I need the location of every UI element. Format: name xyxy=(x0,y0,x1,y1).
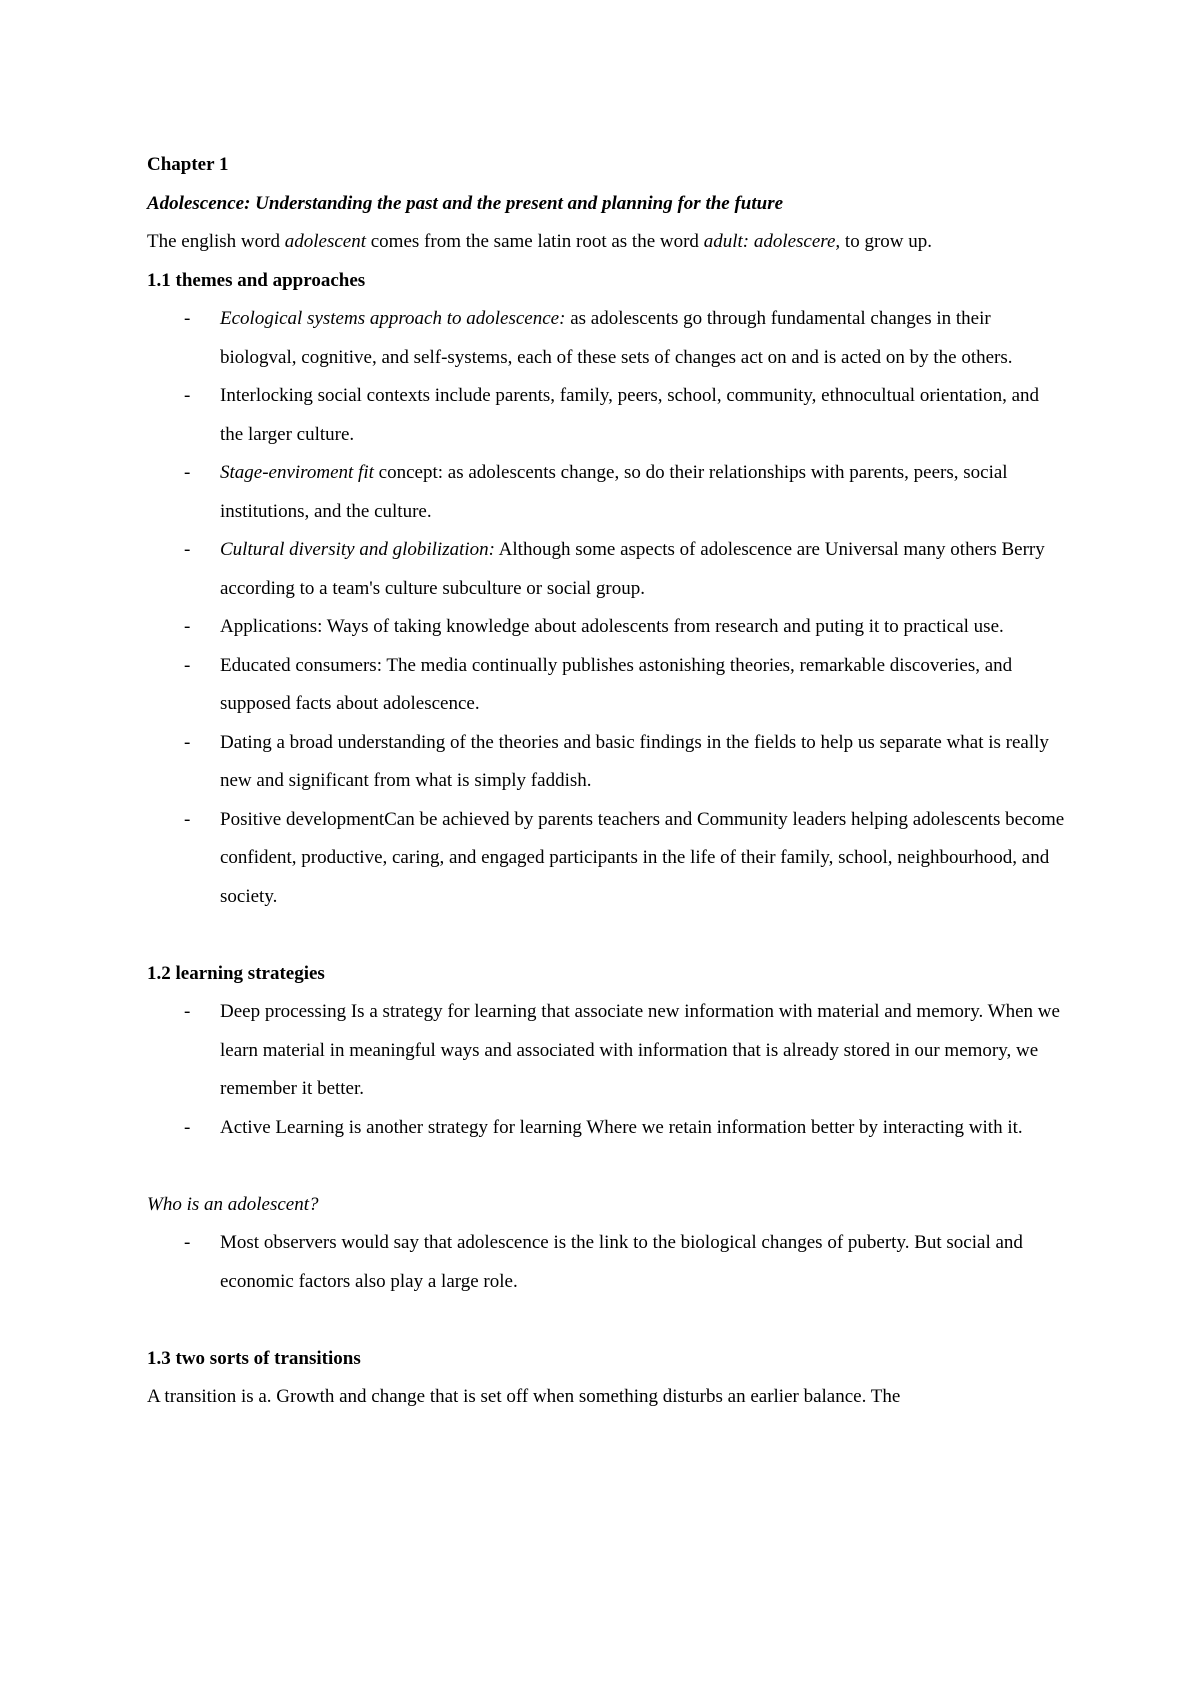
section-heading-1-1: 1.1 themes and approaches xyxy=(147,269,366,291)
section-heading-1-3: 1.3 two sorts of transitions xyxy=(147,1347,361,1369)
intro-text-1: The english word xyxy=(147,231,285,252)
dash-bullet: - xyxy=(184,1001,191,1022)
list-item xyxy=(147,531,1067,608)
adolescent-list xyxy=(147,1224,1067,1301)
list-item-text: as adolescents go through fundamental changes in their biologval, cognitive, and self-systems, each of these sets of changes act on and is acted on by the others. xyxy=(220,308,1013,368)
section-heading-1-2: 1.2 learning strategies xyxy=(147,962,325,984)
list-item xyxy=(147,801,1067,917)
intro-term-adolescent: adolescent xyxy=(284,231,366,252)
list-item-text: Positive developmentCan be achieved by parents teachers and Community leaders helping adolescents become confident, productive, caring, and engaged participants in the life of their family, school, neighbourhood, and society. xyxy=(220,808,1065,907)
document-page xyxy=(147,146,1067,1417)
themes-list xyxy=(147,300,1067,916)
list-item xyxy=(147,724,1067,801)
list-item xyxy=(147,647,1067,724)
dash-bullet: - xyxy=(184,1116,191,1138)
dash-bullet: - xyxy=(184,308,191,329)
dash-bullet: - xyxy=(184,385,191,406)
list-item xyxy=(147,377,1067,454)
list-item-text: Applications: Ways of taking knowledge about adolescents from research and puting it to practical use. xyxy=(220,616,1004,637)
dash-bullet: - xyxy=(184,462,191,483)
dash-bullet: - xyxy=(184,731,191,753)
learning-strategies-list xyxy=(147,993,1067,1147)
dash-bullet: - xyxy=(184,539,191,560)
list-item-text: Dating a broad understanding of the theories and basic findings in the fields to help us separate what is really new and significant from what is simply faddish. xyxy=(220,731,1049,791)
chapter-title: Chapter 1 xyxy=(147,154,229,175)
list-item-term: Stage-enviroment fit xyxy=(220,462,374,483)
list-item-term: Cultural diversity and globilization: xyxy=(220,539,495,560)
chapter-subtitle: Adolescence: Understanding the past and the present and planning for the future xyxy=(147,192,784,214)
dash-bullet: - xyxy=(184,808,191,830)
dash-bullet: - xyxy=(184,654,191,676)
intro-term-adult: adult: adolescere, xyxy=(703,231,841,252)
list-item xyxy=(147,993,1067,1109)
paragraph-gap xyxy=(147,1301,1067,1340)
list-item xyxy=(147,454,1067,531)
list-item-text: Deep processing Is a strategy for learning that associate new information with material and memory. When we learn material in meaningful ways and associated with information that is already stored in our memory, we remember it better. xyxy=(220,1001,1060,1099)
list-item-text: Educated consumers: The media continually publishes astonishing theories, remarkable discoveries, and supposed facts about adolescence. xyxy=(220,654,1013,714)
intro-text-3: to grow up. xyxy=(840,231,932,252)
list-item-text: Active Learning is another strategy for learning Where we retain information better by interacting with it. xyxy=(220,1116,1023,1138)
list-item xyxy=(147,300,1067,377)
list-item-text: Interlocking social contexts include parents, family, peers, school, community, ethnocultual orientation, and the larger culture. xyxy=(220,385,1040,445)
paragraph-gap xyxy=(147,916,1067,955)
list-item-text: Although some aspects of adolescence are Universal many others Berry according to a team's culture subculture or social group. xyxy=(220,539,1045,599)
question-heading: Who is an adolescent? xyxy=(147,1193,319,1215)
list-item xyxy=(147,1224,1067,1301)
list-item-text: concept: as adolescents change, so do their relationships with parents, peers, social institutions, and the culture. xyxy=(220,462,1008,522)
dash-bullet: - xyxy=(184,1232,191,1253)
list-item-text: Most observers would say that adolescence is the link to the biological changes of puberty. But social and economic factors also play a large role. xyxy=(220,1232,1023,1292)
list-item xyxy=(147,608,1067,647)
list-item-term: Ecological systems approach to adolescence: xyxy=(220,308,566,329)
dash-bullet: - xyxy=(184,616,191,637)
intro-paragraph xyxy=(147,223,1067,262)
list-item xyxy=(147,1109,1067,1148)
transition-paragraph: A transition is a. Growth and change that is set off when something disturbs an earlier balance. The xyxy=(147,1386,901,1407)
intro-text-2: comes from the same latin root as the word xyxy=(366,231,704,252)
paragraph-gap xyxy=(147,1147,1067,1186)
